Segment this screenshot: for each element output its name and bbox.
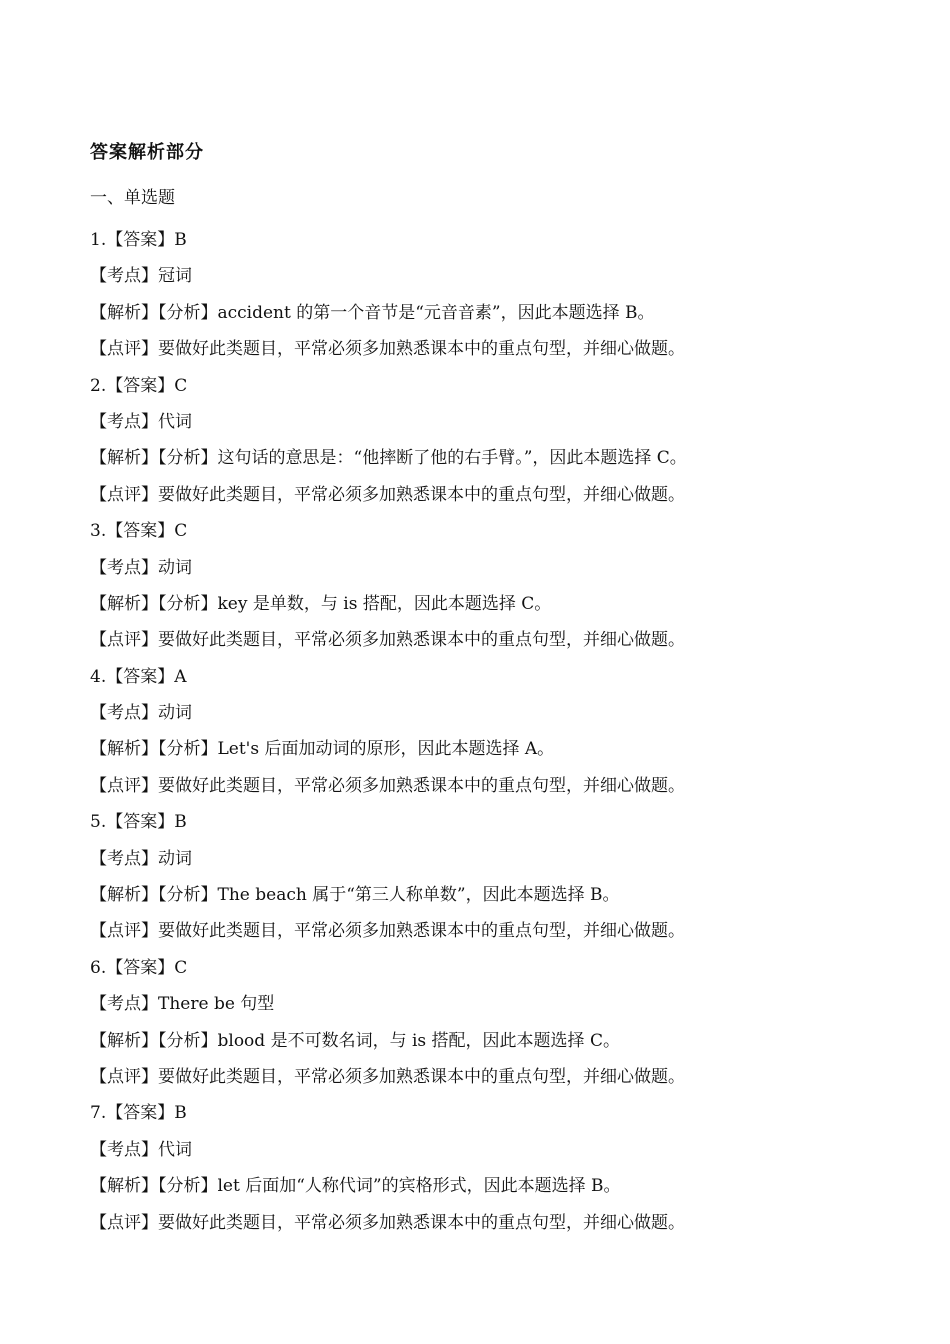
- point-line: 【考点】动词: [90, 703, 192, 724]
- analysis-line: 【解析】【分析】这句话的意思是：“他摔断了他的右手臂。”，因此本题选择 C。: [90, 448, 687, 469]
- answer-line: 7.【答案】B: [90, 1103, 187, 1124]
- analysis-line: 【解析】【分析】blood 是不可数名词，与 is 搭配，因此本题选择 C。: [90, 1030, 620, 1051]
- answer-item: [90, 665, 687, 811]
- comment-line: 【点评】要做好此类题目，平常必须多加熟悉课本中的重点句型，并细心做题。: [90, 1066, 685, 1087]
- answer-line: 5.【答案】B: [90, 812, 187, 833]
- point-line: 【考点】There be 句型: [90, 994, 275, 1015]
- page-title: 答案解析部分: [90, 142, 204, 163]
- comment-line: 【点评】要做好此类题目，平常必须多加熟悉课本中的重点句型，并细心做题。: [90, 630, 685, 651]
- comment-line: 【点评】要做好此类题目，平常必须多加熟悉课本中的重点句型，并细心做题。: [90, 1212, 685, 1233]
- comment-line: 【点评】要做好此类题目，平常必须多加熟悉课本中的重点句型，并细心做题。: [90, 339, 685, 360]
- answer-item: [90, 228, 687, 374]
- analysis-line: 【解析】【分析】The beach 属于“第三人称单数”，因此本题选择 B。: [90, 885, 620, 906]
- answer-line: 2.【答案】C: [90, 375, 188, 396]
- answer-item: [90, 810, 687, 956]
- comment-line: 【点评】要做好此类题目，平常必须多加熟悉课本中的重点句型，并细心做题。: [90, 775, 685, 796]
- analysis-line: 【解析】【分析】Let's 后面加动词的原形，因此本题选择 A。: [90, 739, 555, 760]
- answer-line: 3.【答案】C: [90, 521, 188, 542]
- answer-item: [90, 1101, 687, 1247]
- section-heading: 一、单选题: [90, 188, 175, 208]
- analysis-line: 【解析】【分析】let 后面加“人称代词”的宾格形式，因此本题选择 B。: [90, 1176, 621, 1197]
- comment-line: 【点评】要做好此类题目，平常必须多加熟悉课本中的重点句型，并细心做题。: [90, 921, 685, 942]
- answer-item: [90, 374, 687, 520]
- answer-line: 4.【答案】A: [90, 666, 187, 687]
- answer-item: [90, 956, 687, 1102]
- point-line: 【考点】冠词: [90, 266, 192, 287]
- analysis-line: 【解析】【分析】accident 的第一个音节是“元音音素”，因此本题选择 B。: [90, 302, 655, 323]
- comment-line: 【点评】要做好此类题目，平常必须多加熟悉课本中的重点句型，并细心做题。: [90, 484, 685, 505]
- answer-list: [90, 228, 687, 1247]
- point-line: 【考点】动词: [90, 848, 192, 869]
- analysis-line: 【解析】【分析】key 是单数，与 is 搭配，因此本题选择 C。: [90, 593, 552, 614]
- answer-line: 1.【答案】B: [90, 230, 187, 250]
- point-line: 【考点】动词: [90, 557, 192, 578]
- answer-line: 6.【答案】C: [90, 957, 188, 978]
- point-line: 【考点】代词: [90, 411, 192, 432]
- answer-item: [90, 519, 687, 665]
- point-line: 【考点】代词: [90, 1139, 192, 1160]
